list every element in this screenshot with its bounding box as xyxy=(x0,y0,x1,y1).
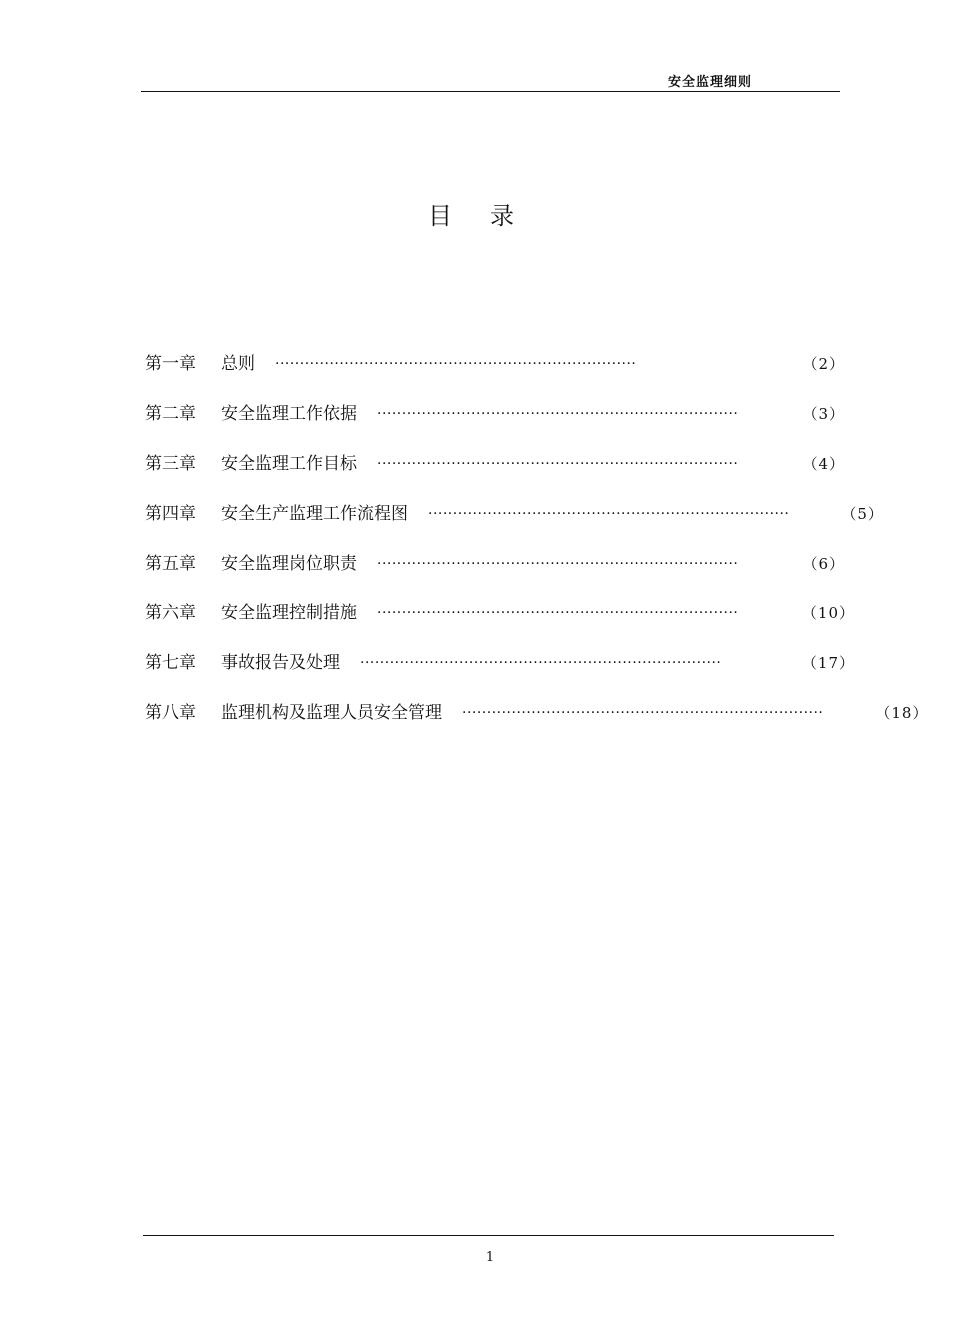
chapter-number: 第一章 xyxy=(145,354,196,374)
chapter-title: 监理机构及监理人员安全管理 xyxy=(221,703,442,724)
dot-leader: ········································································· xyxy=(360,655,722,672)
dot-leader: ········································································· xyxy=(377,455,739,472)
chapter-number: 第五章 xyxy=(145,553,196,574)
footer-divider xyxy=(143,1235,834,1236)
chapter-title: 安全监理工作目标 xyxy=(221,453,357,474)
chapter-number: 第三章 xyxy=(145,453,196,474)
chapter-number: 第二章 xyxy=(145,403,196,424)
page-reference: （6） xyxy=(802,554,845,573)
chapter-title: 事故报告及处理 xyxy=(221,653,340,674)
chapter-number: 第八章 xyxy=(145,703,196,724)
dot-leader: ········································································· xyxy=(428,505,790,522)
page-reference: （18） xyxy=(875,704,929,723)
chapter-title: 安全监理工作依据 xyxy=(221,403,357,424)
chapter-number: 第六章 xyxy=(145,603,196,624)
dot-leader: ········································································· xyxy=(462,705,824,722)
toc-entry-2[interactable] xyxy=(145,401,845,451)
table-of-contents xyxy=(145,351,929,750)
page-reference: （5） xyxy=(841,504,884,523)
page-reference: （4） xyxy=(802,454,845,473)
page-reference: （10） xyxy=(801,604,855,623)
header-divider xyxy=(141,91,840,92)
toc-entry-5[interactable] xyxy=(145,551,845,601)
dot-leader: ········································································· xyxy=(377,605,739,622)
toc-entry-8[interactable] xyxy=(145,700,929,750)
toc-entry-6[interactable] xyxy=(145,600,855,650)
dot-leader: ········································································· xyxy=(377,405,739,422)
page-number: 1 xyxy=(485,1250,495,1265)
page-reference: （2） xyxy=(802,355,845,373)
toc-title: 目录 xyxy=(428,202,552,230)
chapter-title: 安全监理控制措施 xyxy=(221,603,357,624)
toc-entry-1[interactable] xyxy=(145,351,845,401)
toc-entry-3[interactable] xyxy=(145,451,845,501)
page-reference: （3） xyxy=(802,404,845,423)
page-reference: （17） xyxy=(801,654,855,673)
dot-leader: ········································································· xyxy=(377,555,739,572)
toc-entry-4[interactable] xyxy=(145,501,884,551)
chapter-title: 安全生产监理工作流程图 xyxy=(221,503,408,524)
toc-entry-7[interactable] xyxy=(145,650,855,700)
running-header: 安全监理细则 xyxy=(667,75,752,90)
dot-leader: ········································································· xyxy=(275,356,637,372)
chapter-number: 第七章 xyxy=(145,653,196,674)
chapter-number: 第四章 xyxy=(145,503,196,524)
chapter-title: 总则 xyxy=(221,354,255,374)
chapter-title: 安全监理岗位职责 xyxy=(221,553,357,574)
